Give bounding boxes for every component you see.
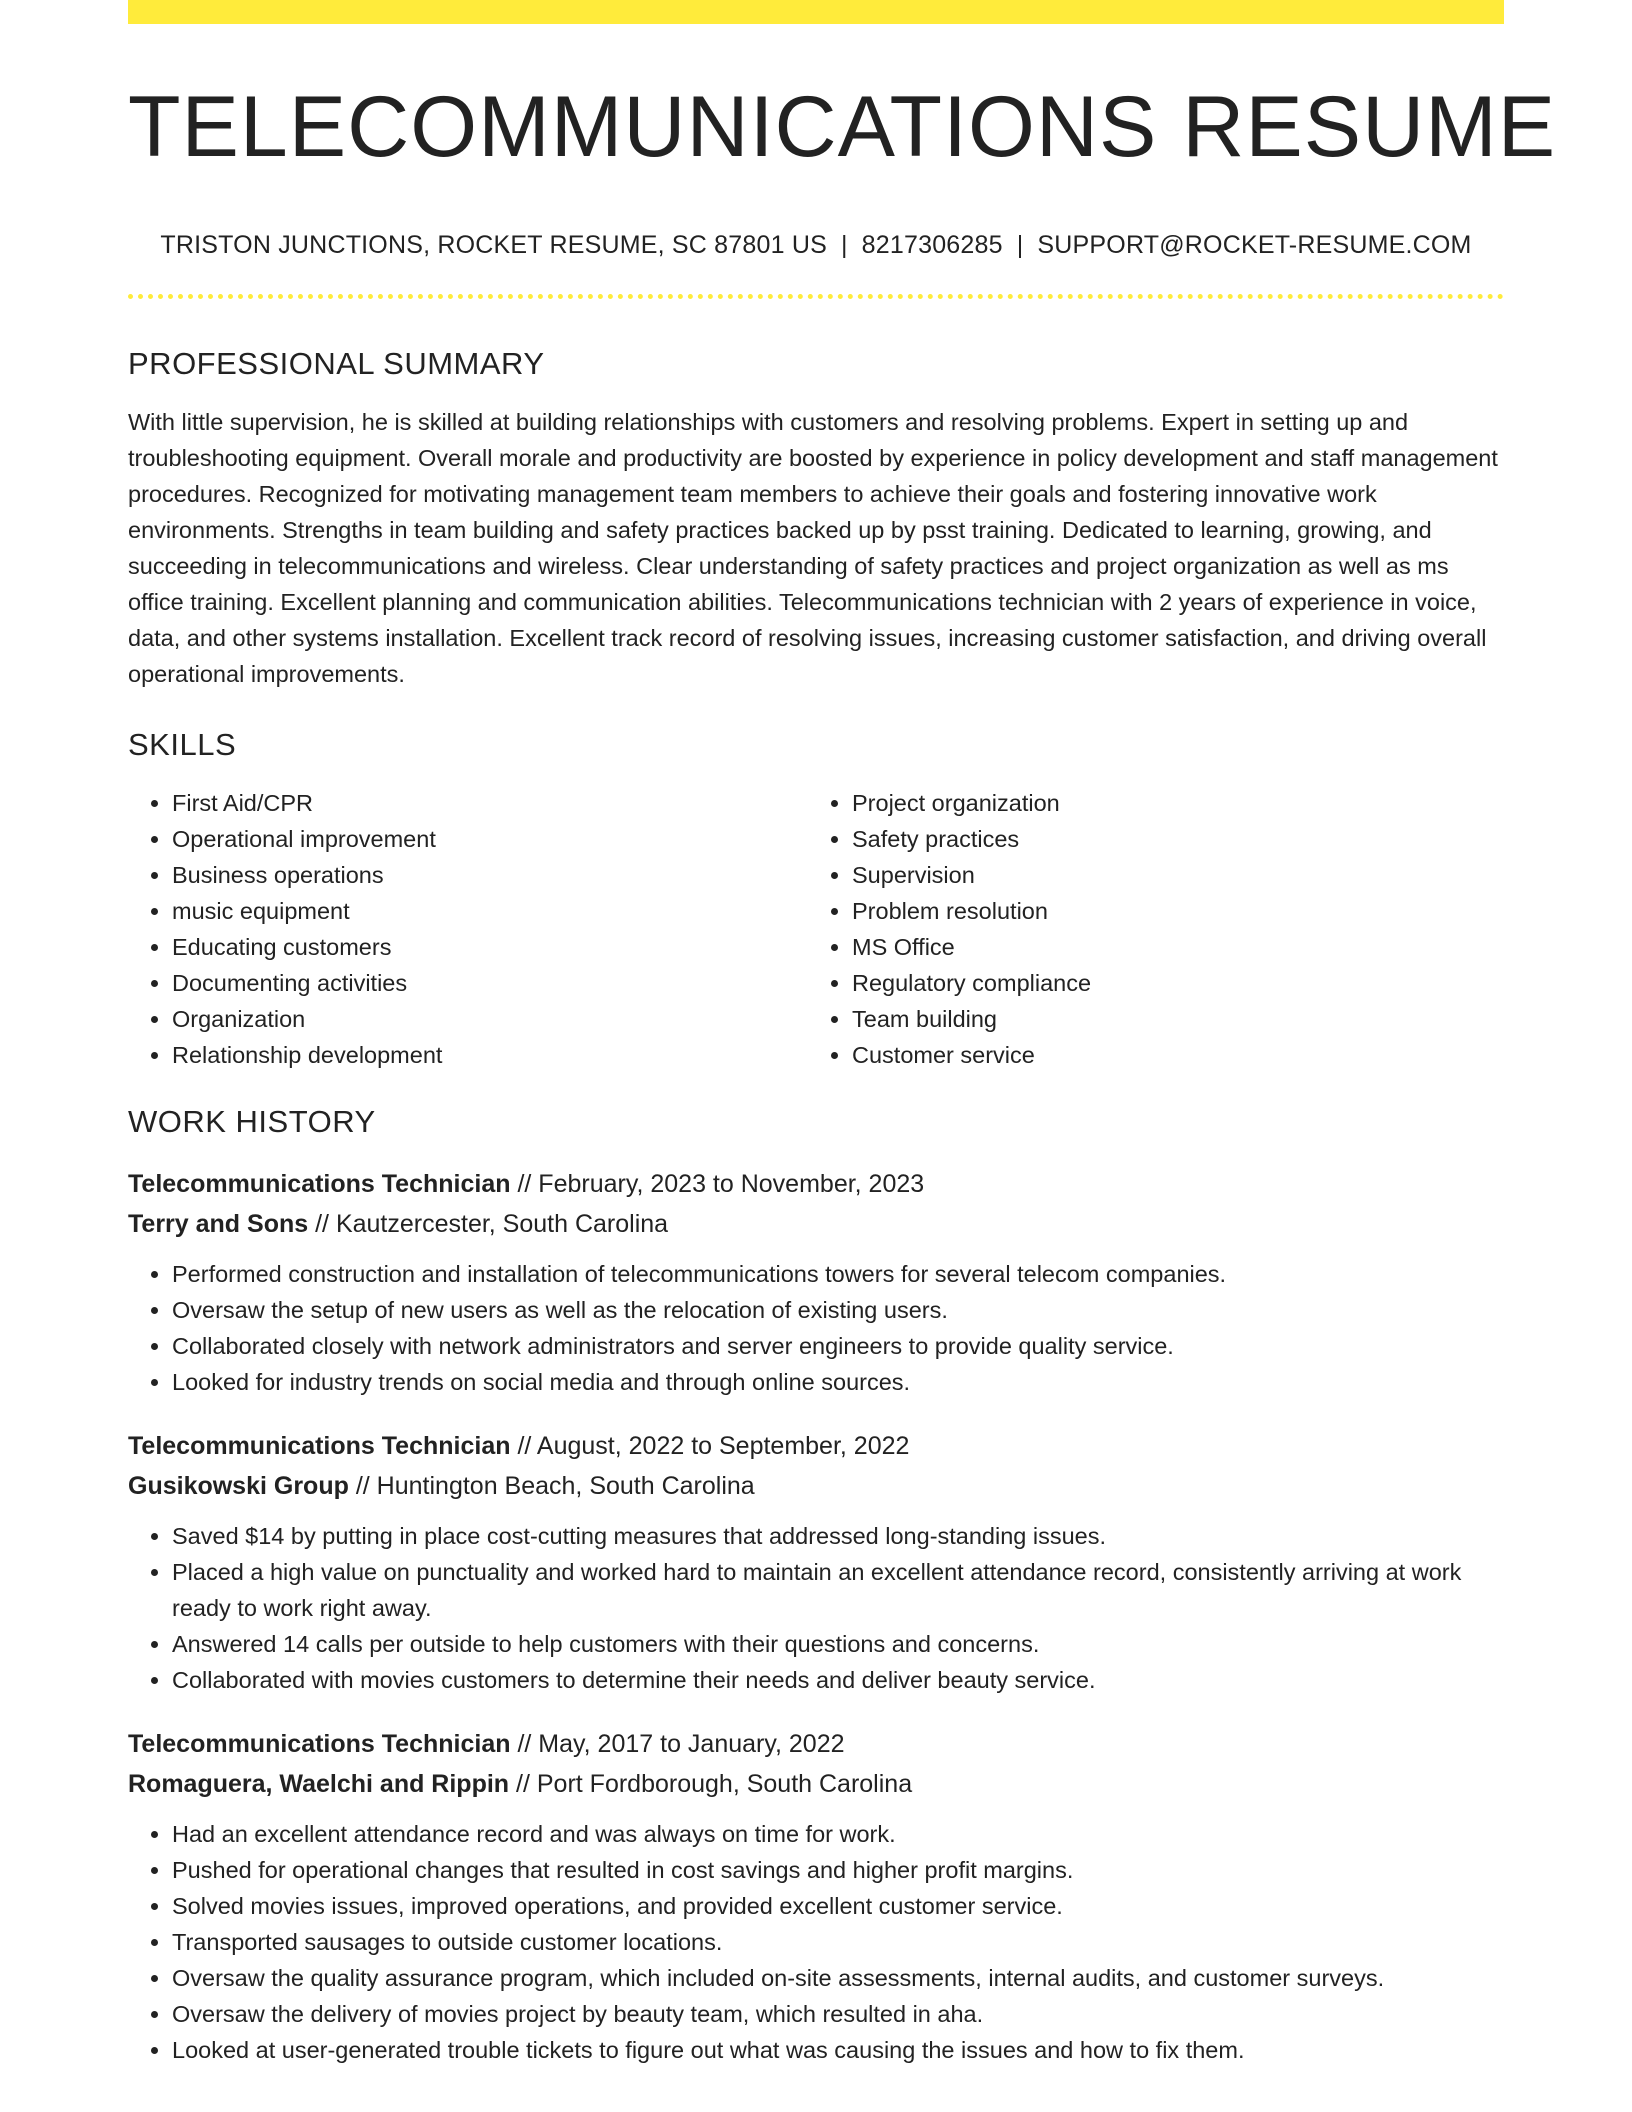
job-dates: August, 2022 to September, 2022 bbox=[536, 1432, 910, 1461]
skill-item: • music equipment bbox=[172, 893, 806, 929]
skill-item: • Team building bbox=[852, 1001, 1486, 1037]
job-location: Kautzercester, South Carolina bbox=[335, 1210, 669, 1239]
resume-title: TELECOMMUNICATIONS RESUME bbox=[128, 79, 1557, 175]
job-company: Romaguera, Waelchi and Rippin bbox=[128, 1770, 510, 1799]
contact-separator: | bbox=[1016, 230, 1024, 259]
job-role: Telecommunications Technician bbox=[128, 1432, 511, 1461]
job-bullets bbox=[128, 1816, 1504, 2068]
skill-item: • First Aid/CPR bbox=[172, 785, 806, 821]
job-bullets bbox=[128, 1518, 1504, 1698]
skill-item: • Relationship development bbox=[172, 1037, 806, 1073]
job-entry bbox=[128, 1724, 1504, 2068]
skill-item: • Supervision bbox=[852, 857, 1486, 893]
job-company-line bbox=[128, 1466, 1504, 1506]
job-entry bbox=[128, 1164, 1504, 1400]
skills-section bbox=[128, 726, 1504, 1073]
professional-summary-section bbox=[128, 345, 1504, 692]
skills-right-list bbox=[806, 785, 1486, 1073]
skill-item: • Customer service bbox=[852, 1037, 1486, 1073]
skills-heading: SKILLS bbox=[128, 726, 237, 762]
contact-line bbox=[128, 231, 1504, 260]
job-entry bbox=[128, 1426, 1504, 1698]
contact-email: SUPPORT@ROCKET-RESUME.COM bbox=[1037, 230, 1472, 259]
contact-separator: | bbox=[840, 230, 848, 259]
summary-heading: PROFESSIONAL SUMMARY bbox=[128, 345, 545, 381]
job-bullet: • Pushed for operational changes that resulted in cost savings and higher profit margins. bbox=[172, 1852, 1504, 1888]
contact-address: TRISTON JUNCTIONS, ROCKET RESUME, SC 87801 US bbox=[160, 230, 827, 259]
job-dates: February, 2023 to November, 2023 bbox=[538, 1170, 925, 1199]
skill-item: • Regulatory compliance bbox=[852, 965, 1486, 1001]
job-title-line bbox=[128, 1724, 1504, 1764]
job-bullets bbox=[128, 1256, 1504, 1400]
job-bullet: • Solved movies issues, improved operations, and provided excellent customer service. bbox=[172, 1888, 1504, 1924]
skill-item: • Project organization bbox=[852, 785, 1486, 821]
skill-item: • Problem resolution bbox=[852, 893, 1486, 929]
job-bullet: • Answered 14 calls per outside to help customers with their questions and concerns. bbox=[172, 1626, 1504, 1662]
skills-left-list bbox=[128, 785, 806, 1073]
job-location: Port Fordborough, South Carolina bbox=[536, 1770, 913, 1799]
job-company: Gusikowski Group bbox=[128, 1472, 349, 1501]
job-title-line bbox=[128, 1164, 1504, 1204]
job-company: Terry and Sons bbox=[128, 1210, 309, 1239]
job-role: Telecommunications Technician bbox=[128, 1170, 511, 1199]
job-bullet: • Looked at user-generated trouble tickets to figure out what was causing the issues and how to fix them. bbox=[172, 2032, 1504, 2068]
skill-item: • Educating customers bbox=[172, 929, 806, 965]
job-separator: // bbox=[510, 1432, 537, 1461]
job-bullet: • Oversaw the delivery of movies project by beauty team, which resulted in aha. bbox=[172, 1996, 1504, 2032]
job-company-line bbox=[128, 1764, 1504, 1804]
work-history-section bbox=[128, 1103, 1504, 2068]
job-role: Telecommunications Technician bbox=[128, 1730, 511, 1759]
skill-item: • Operational improvement bbox=[172, 821, 806, 857]
accent-top-bar bbox=[128, 0, 1504, 24]
job-company-line bbox=[128, 1204, 1504, 1244]
skill-item: • Organization bbox=[172, 1001, 806, 1037]
contact-phone: 8217306285 bbox=[861, 230, 1003, 259]
job-separator: // bbox=[509, 1770, 537, 1799]
skill-item: • MS Office bbox=[852, 929, 1486, 965]
job-bullet: • Oversaw the setup of new users as well as the relocation of existing users. bbox=[172, 1292, 1504, 1328]
job-bullet: • Collaborated closely with network administrators and server engineers to provide quality service. bbox=[172, 1328, 1504, 1364]
job-bullet: • Performed construction and installation of telecommunications towers for several telecom companies. bbox=[172, 1256, 1504, 1292]
job-bullet: • Transported sausages to outside customer locations. bbox=[172, 1924, 1504, 1960]
job-title-line bbox=[128, 1426, 1504, 1466]
summary-text: With little supervision, he is skilled at building relationships with customers and resolving problems. Expert in setting up and troubleshooting equipment. Overall morale and productivity are boosted by experience in policy development and staff management procedures. Recognized for motivating management team members to achieve their goals and fostering innovative work environments. Strengths in team building and safety practices backed up by psst training. Dedicated to learning, growing, and succeeding in telecommunications and wireless. Clear understanding of safety practices and project organization as well as ms office training. Excellent planning and communication abilities. Telecommunications technician with 2 years of experience in voice, data, and other systems installation. Excellent track record of resolving issues, increasing customer satisfaction, and driving overall operational improvements. bbox=[128, 408, 1498, 687]
job-bullet: • Placed a high value on punctuality and worked hard to maintain an excellent attendance record, consistently arriving at work ready to work right away. bbox=[172, 1554, 1504, 1626]
job-bullet: • Saved $14 by putting in place cost-cutting measures that addressed long-standing issues. bbox=[172, 1518, 1504, 1554]
job-separator: // bbox=[348, 1472, 377, 1501]
job-separator: // bbox=[510, 1170, 539, 1199]
job-bullet: • Oversaw the quality assurance program, which included on-site assessments, internal audits, and customer surveys. bbox=[172, 1960, 1504, 1996]
job-dates: May, 2017 to January, 2022 bbox=[538, 1730, 845, 1759]
dotted-divider bbox=[128, 294, 1504, 299]
work-history-heading: WORK HISTORY bbox=[128, 1103, 376, 1139]
resume-page bbox=[128, 0, 1557, 2068]
skills-columns bbox=[128, 785, 1504, 1073]
job-separator: // bbox=[510, 1730, 539, 1759]
job-bullet: • Had an excellent attendance record and was always on time for work. bbox=[172, 1816, 1504, 1852]
job-separator: // bbox=[308, 1210, 336, 1239]
skill-item: • Safety practices bbox=[852, 821, 1486, 857]
job-location: Huntington Beach, South Carolina bbox=[376, 1472, 755, 1501]
job-bullet: • Collaborated with movies customers to determine their needs and deliver beauty service. bbox=[172, 1662, 1504, 1698]
job-bullet: • Looked for industry trends on social media and through online sources. bbox=[172, 1364, 1504, 1400]
skill-item: • Documenting activities bbox=[172, 965, 806, 1001]
skill-item: • Business operations bbox=[172, 857, 806, 893]
